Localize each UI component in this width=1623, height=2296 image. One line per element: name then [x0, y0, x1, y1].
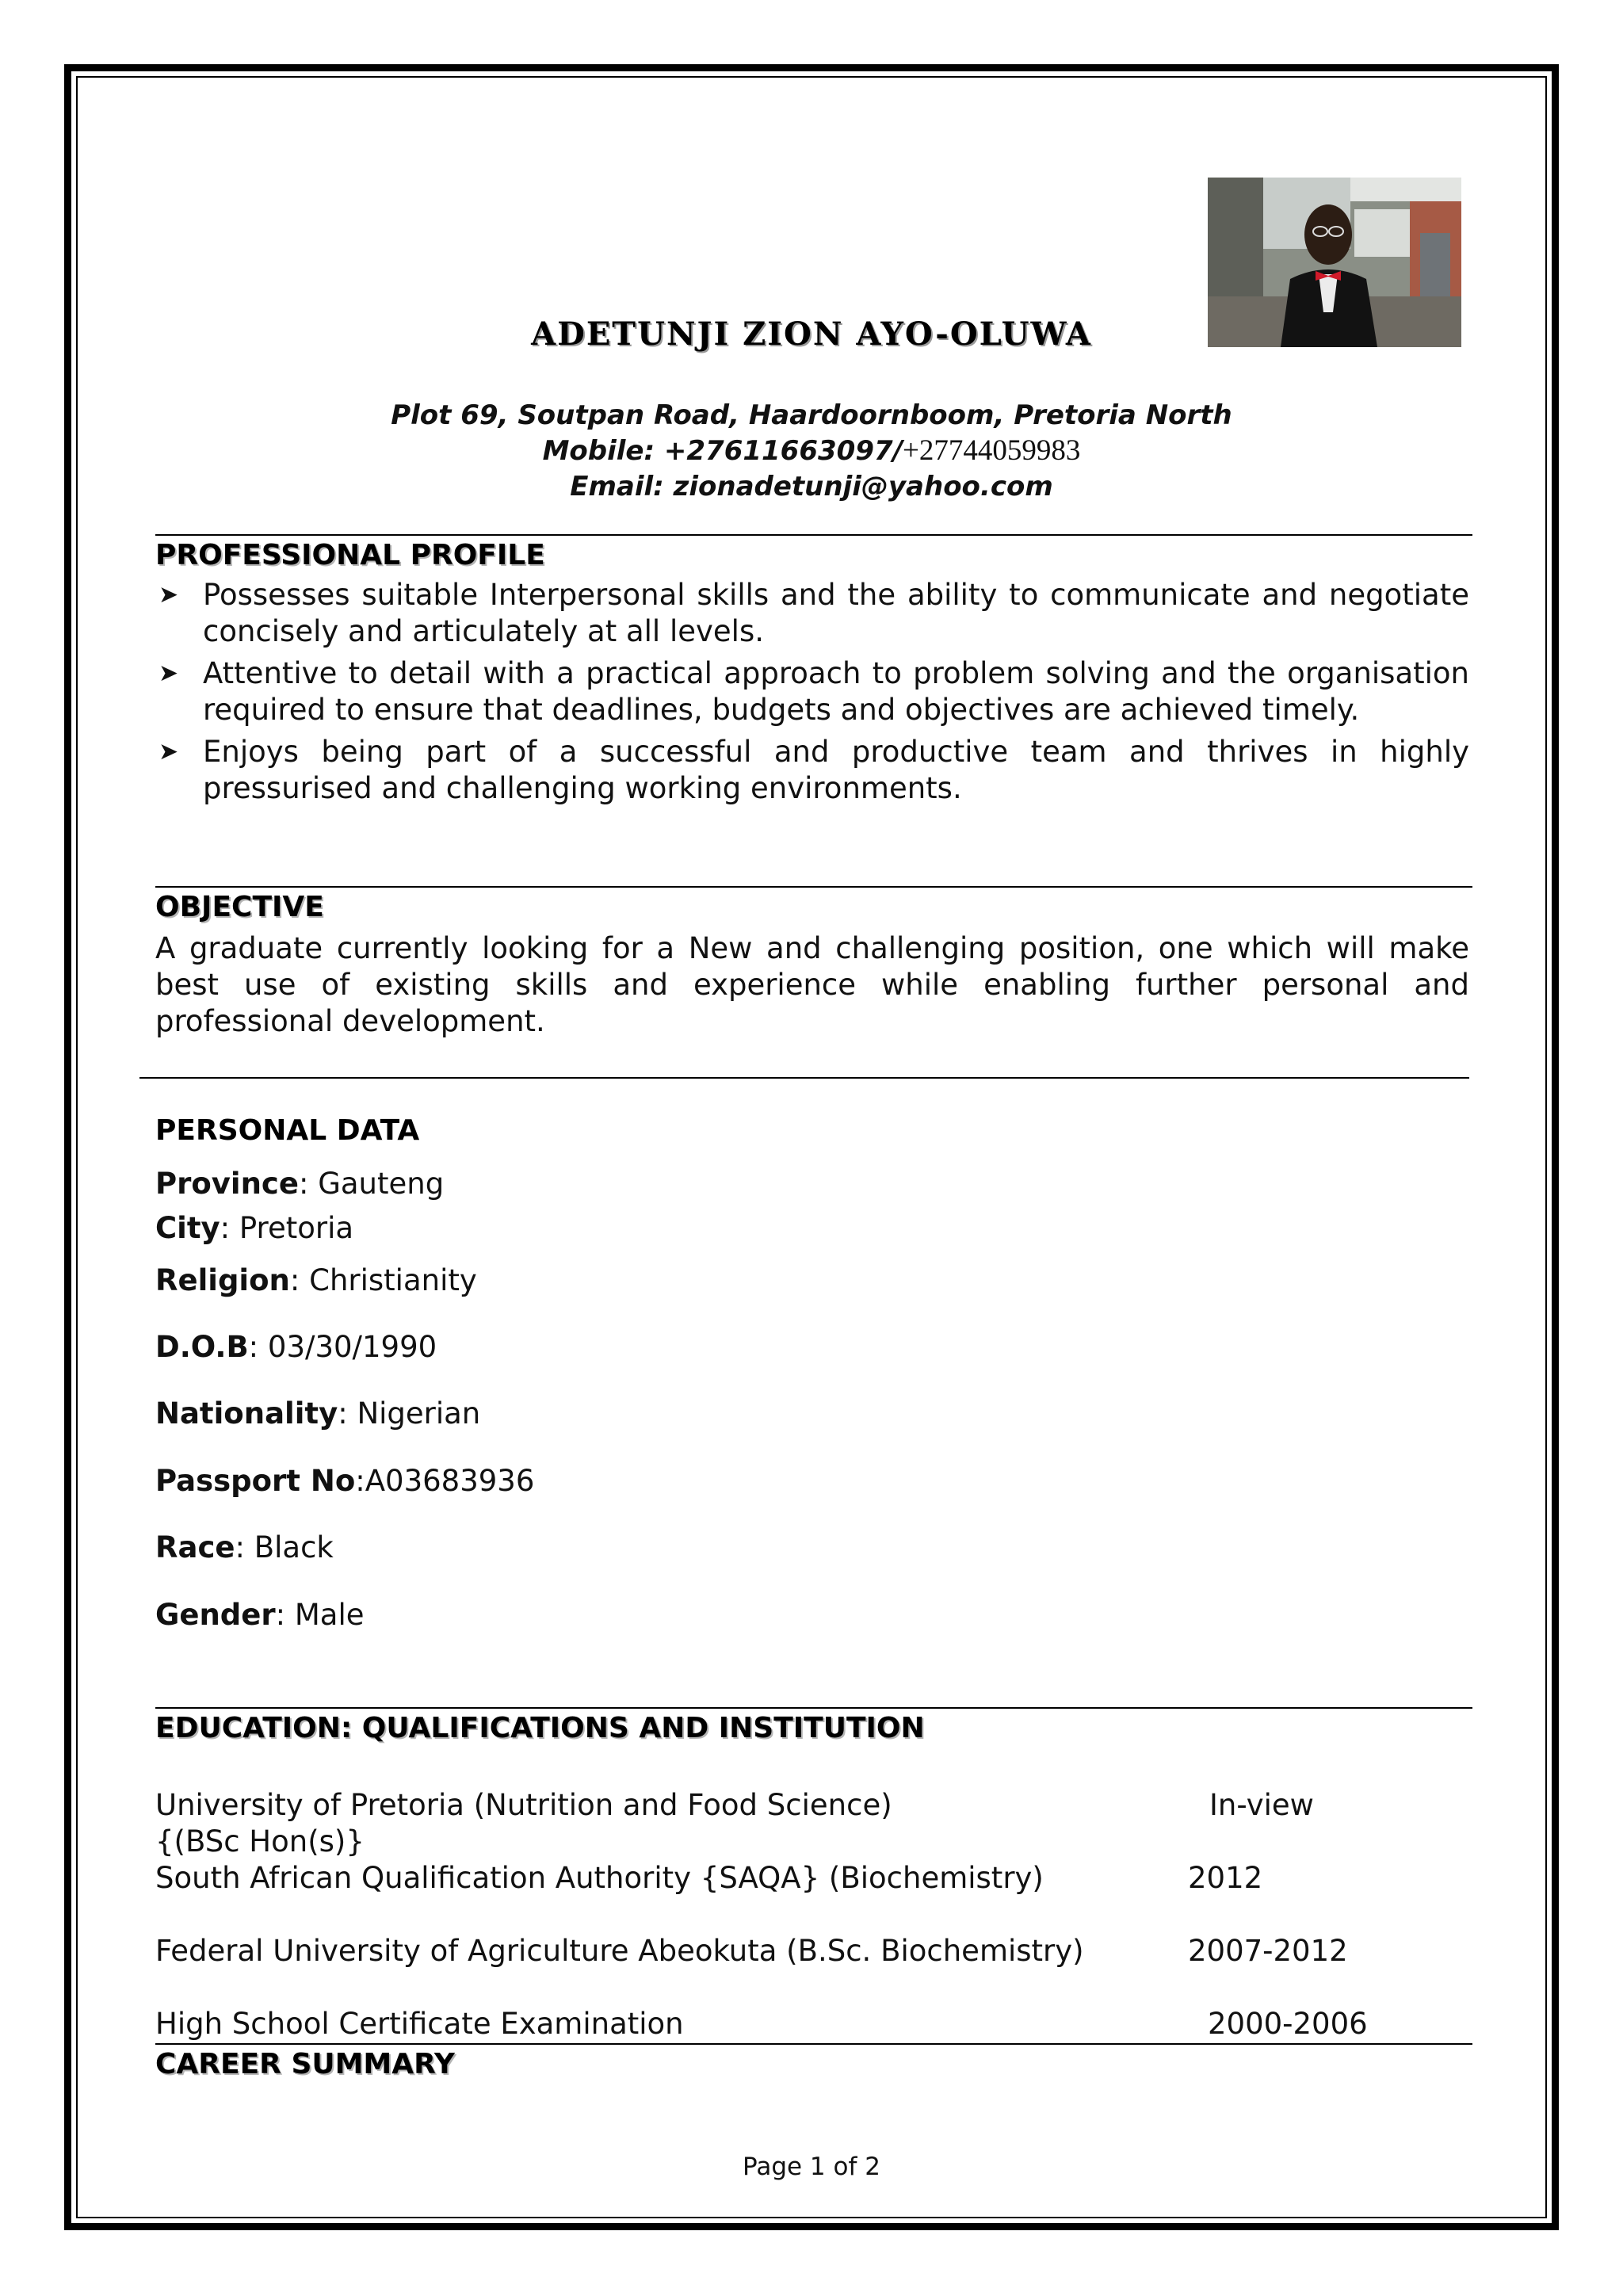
divider	[155, 2043, 1472, 2045]
list-item: ➤ Attentive to detail with a practical approach to problem solving and the organisation required to ensure that deadlines, budgets and objectives are achieved timely.	[158, 656, 1469, 727]
divider	[155, 534, 1472, 536]
profile-heading: PROFESSIONAL PROFILE	[155, 539, 545, 571]
page-number: Page 1 of 2	[743, 2153, 880, 2181]
education-institution: Federal University of Agriculture Abeokuta (B.Sc. Biochemistry)	[155, 1934, 1084, 1968]
province-field: Province: Gauteng	[155, 1167, 445, 1201]
career-heading: CAREER SUMMARY	[155, 2048, 455, 2080]
mobile-alternate: +27744059983	[903, 434, 1081, 467]
gender-field: Gender: Male	[155, 1598, 365, 1632]
personal-data-heading: PERSONAL DATA	[155, 1114, 420, 1147]
address-line: Plot 69, Soutpan Road, Haardoornboom, Pretoria North	[391, 399, 1232, 431]
education-date: 2000-2006	[1208, 2007, 1368, 2041]
list-item: ➤ Enjoys being part of a successful and productive team and thrives in highly pressurised and challenging working environments.	[158, 735, 1469, 805]
education-continuation: {(BSc Hon(s)}	[155, 1824, 365, 1859]
education-institution: University of Pretoria (Nutrition and Food Science)	[155, 1788, 892, 1822]
passport-field: Passport No:A03683936	[155, 1464, 535, 1498]
arrow-bullet-icon: ➤	[158, 581, 179, 609]
religion-field: Religion: Christianity	[155, 1263, 477, 1297]
profile-list	[155, 577, 1469, 812]
city-field: City: Pretoria	[155, 1211, 354, 1245]
education-institution: South African Qualification Authority {SAQA} (Biochemistry)	[155, 1861, 1044, 1895]
nationality-field: Nationality: Nigerian	[155, 1396, 481, 1431]
arrow-bullet-icon: ➤	[158, 738, 179, 766]
education-date: 2012	[1188, 1861, 1263, 1895]
list-item: ➤ Possesses suitable Interpersonal skills and the ability to communicate and negotiate concisely and articulately at all levels.	[158, 578, 1469, 648]
race-field: Race: Black	[155, 1530, 334, 1564]
page-border-inner	[76, 76, 1547, 2218]
divider	[155, 1707, 1472, 1709]
divider	[155, 886, 1472, 888]
education-heading: EDUCATION: QUALIFICATIONS AND INSTITUTION	[155, 1712, 925, 1744]
dob-field: D.O.B: 03/30/1990	[155, 1330, 437, 1364]
education-date: 2007-2012	[1188, 1934, 1348, 1968]
objective-heading: OBJECTIVE	[155, 891, 324, 923]
education-date: In-view	[1209, 1788, 1314, 1822]
arrow-bullet-icon: ➤	[158, 659, 179, 687]
divider	[139, 1077, 1469, 1079]
mobile-primary: Mobile: +27611663097/	[542, 435, 903, 467]
mobile-line	[0, 434, 1623, 468]
email-line: Email: zionadetunji@yahoo.com	[570, 471, 1053, 502]
objective-text: A graduate currently looking for a New and challenging position, one which will make best use of existing skills and experience while enabling further personal and professional development.	[155, 931, 1469, 1038]
candidate-name: ADETUNJI ZION AYO-OLUWA	[531, 315, 1092, 353]
education-institution: High School Certificate Examination	[155, 2007, 684, 2041]
